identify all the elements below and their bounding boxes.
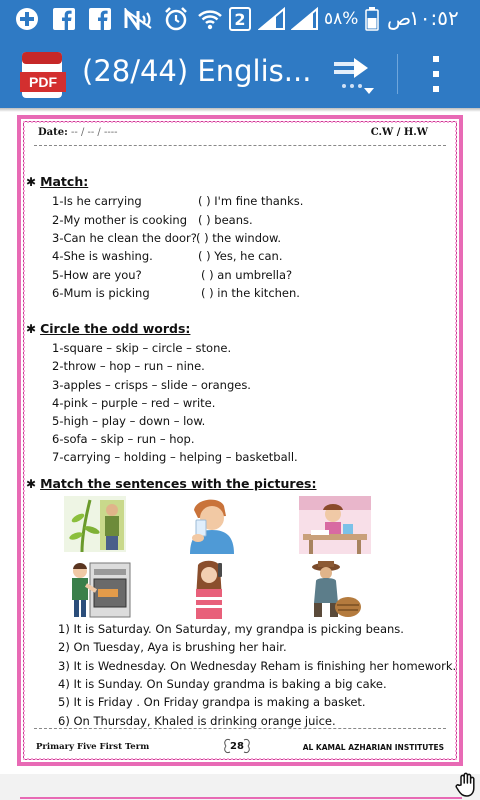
- pan-hand-icon[interactable]: [455, 772, 479, 798]
- add-icon: [14, 7, 40, 31]
- picture-drinking-juice: [186, 496, 236, 554]
- pdf-file-icon: [20, 52, 66, 98]
- reflow-button[interactable]: [330, 52, 378, 98]
- picture-homework: [299, 496, 371, 554]
- match-left-item: 6-Mum is picking: [52, 286, 150, 300]
- pdf-page[interactable]: [0, 112, 480, 774]
- page-number: 28: [230, 740, 244, 752]
- star-bullet-icon: ✱: [26, 322, 37, 336]
- odd-words-item: 6-sofa – skip – run – hop.: [52, 432, 195, 446]
- clock: ١٠:٥٢: [409, 6, 459, 30]
- picture-making-basket: [302, 559, 364, 619]
- status-bar: [0, 0, 480, 38]
- facebook-icon: [52, 7, 76, 31]
- match-right-item: ( ) an umbrella?: [201, 268, 293, 282]
- facebook-icon: [88, 7, 112, 31]
- match-left-item: 1-Is he carrying: [52, 194, 142, 208]
- match-left-item: 4-She is washing.: [52, 249, 153, 263]
- match-section-title: ✱ Match:: [26, 174, 89, 189]
- document-title: (28/44) Englis...: [82, 54, 312, 88]
- wifi-icon: [196, 7, 224, 31]
- star-bullet-icon: ✱: [26, 175, 37, 189]
- battery-percentage: ٥٨%: [324, 9, 359, 29]
- header-divider: [34, 145, 446, 146]
- more-vertical-icon: [424, 54, 448, 94]
- picture-sentence: 2) On Tuesday, Aya is brushing her hair.: [58, 640, 287, 654]
- odd-words-section-title: ✱ Circle the odd words:: [26, 321, 191, 336]
- overflow-menu-button[interactable]: [424, 54, 448, 94]
- match-left-item: 2-My mother is cooking: [52, 213, 188, 227]
- signal-icon: [290, 7, 320, 31]
- odd-words-item: 7-carrying – holding – helping – basketball.: [52, 450, 298, 464]
- odd-words-item: 3-apples – crisps – slide – oranges.: [52, 378, 251, 392]
- alarm-icon: [162, 7, 190, 31]
- notification-count-icon: 2: [228, 7, 252, 31]
- battery-icon: [364, 7, 380, 31]
- signal-icon: [258, 7, 286, 31]
- cw-hw-label: C.W / H.W: [370, 127, 428, 138]
- am-pm-label: ص: [387, 6, 412, 30]
- date-field: Date: -- / -- / ----: [38, 127, 118, 138]
- worksheet: [26, 124, 457, 760]
- footer-institute-label: AL KAMAL AZHARIAN INSTITUTES: [302, 743, 444, 752]
- odd-words-item: 1-square – skip – circle – stone.: [52, 341, 232, 355]
- svg-text:PDF: PDF: [29, 74, 57, 90]
- match-right-item: ( ) in the kitchen.: [201, 286, 300, 300]
- picture-sentence: 6) On Thursday, Khaled is drinking orange juice.: [58, 714, 336, 728]
- picture-baking-cake: [66, 559, 132, 619]
- picture-sentence: 1) It is Saturday. On Saturday, my grandpa is picking beans.: [58, 622, 404, 636]
- odd-words-item: 4-pink – purple – red – write.: [52, 396, 216, 410]
- app-bar-divider: [397, 54, 398, 94]
- footer-divider: [34, 728, 446, 729]
- page-number-badge: [222, 736, 252, 756]
- picture-brushing-hair: [188, 559, 230, 619]
- picture-sentence: 3) It is Wednesday. On Wednesday Reham is finishing her homework.: [58, 659, 457, 673]
- match-left-item: 3-Can he clean the door?: [52, 231, 197, 245]
- pictures-section-title: ✱ Match the sentences with the pictures:: [26, 476, 317, 491]
- star-bullet-icon: ✱: [26, 477, 37, 491]
- reflow-arrow-icon: [330, 52, 378, 98]
- match-right-item: ( ) beans.: [198, 213, 253, 227]
- app-bar: [0, 38, 480, 108]
- picture-sentence: 4) It is Sunday. On Sunday grandma is baking a big cake.: [58, 677, 387, 691]
- picture-picking-beans: [64, 496, 126, 552]
- picture-sentence: 5) It is Friday . On Friday grandpa is making a basket.: [58, 695, 366, 709]
- odd-words-item: 5-high – play – down – low.: [52, 414, 206, 428]
- odd-words-item: 2-throw – hop – run – nine.: [52, 359, 205, 373]
- match-right-item: ( ) I'm fine thanks.: [198, 194, 304, 208]
- match-right-item: ( ) the window.: [196, 231, 282, 245]
- match-left-item: 5-How are you?: [52, 268, 142, 282]
- footer-term-label: Primary Five First Term: [36, 742, 150, 752]
- match-right-item: ( ) Yes, he can.: [198, 249, 283, 263]
- nfc-icon: [122, 7, 154, 31]
